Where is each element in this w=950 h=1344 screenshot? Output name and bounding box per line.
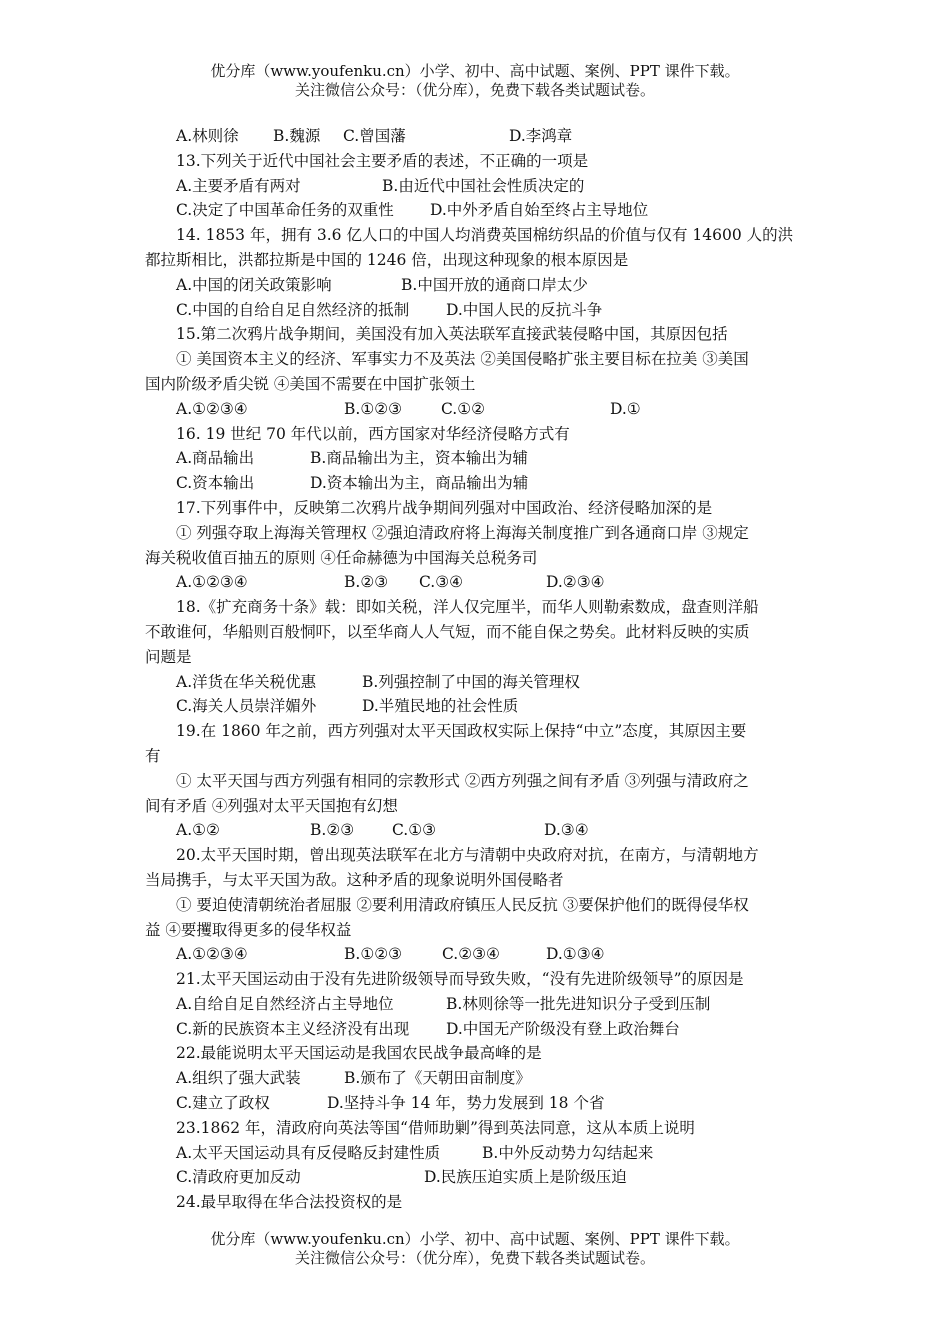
option-d: D.③④ xyxy=(544,821,589,840)
options-line xyxy=(145,471,810,496)
option-d: D.②③④ xyxy=(546,573,605,592)
options-line xyxy=(145,1091,810,1116)
option-c: C.①③ xyxy=(392,821,437,840)
options-line xyxy=(145,1165,810,1190)
question-stem: 21.太平天国运动由于没有先进阶级领导而导致失败，“没有先进阶级领导”的原因是 xyxy=(176,970,744,989)
options-line xyxy=(145,397,810,422)
statement-list: ① 太平天国与西方列强有相同的宗教形式 ②西方列强之间有矛盾 ③列强与清政府之 xyxy=(176,771,749,790)
options-line xyxy=(145,1017,810,1042)
options-line xyxy=(145,818,810,843)
question-stem: 14. 1853 年，拥有 3.6 亿人口的中国人均消费英国棉纺织品的价值与仅有 14600 人的洪 xyxy=(176,226,794,245)
options-line xyxy=(145,174,810,199)
option-a: A.①② xyxy=(176,821,220,840)
option-c: C.①② xyxy=(441,399,486,418)
option-a: A.①②③④ xyxy=(176,399,248,418)
option-c: C.②③④ xyxy=(442,945,500,964)
statement-list: ① 要迫使清朝统治者屈服 ②要利用清政府镇压人民反抗 ③要保护他们的既得侵华权 xyxy=(176,895,749,914)
question-stem-cont: 不敢谁何，华船则百般恫吓，以至华商人人气短，而不能自保之势矣。此材料反映的实质 xyxy=(145,622,750,641)
option-c: C.中国的自给自足自然经济的抵制 xyxy=(176,300,410,319)
option-a: A.商品输出 xyxy=(176,449,255,468)
option-c: C.新的民族资本主义经济没有出现 xyxy=(176,1019,410,1038)
options-line xyxy=(145,124,810,149)
option-b: B.中国开放的通商口岸太少 xyxy=(401,275,588,294)
option-b: B.①②③ xyxy=(344,399,403,418)
options-line xyxy=(145,1141,810,1166)
options-line xyxy=(145,670,810,695)
option-c: C.曾国藩 xyxy=(343,127,406,145)
option-b: B.魏源 xyxy=(273,127,321,145)
option-c: C.清政府更加反动 xyxy=(176,1168,301,1187)
option-c: C.资本输出 xyxy=(176,474,255,493)
footer-line-1: 优分库（www.youfenku.cn）小学、初中、高中试题、案例、PPT 课件下载。 xyxy=(210,1230,740,1248)
options-line xyxy=(145,1066,810,1091)
option-a: A.自给自足自然经济占主导地位 xyxy=(176,994,394,1013)
statement-list: ① 美国资本主义的经济、军事实力不及英法 ②美国侵略扩张主要目标在拉美 ③美国 xyxy=(176,350,749,369)
exam-body xyxy=(145,124,810,1215)
question-stem-cont: 问题是 xyxy=(145,647,192,666)
footer-line-2: 关注微信公众号：（优分库），免费下载各类试题试卷。 xyxy=(294,1249,655,1267)
option-d: D.李鸿章 xyxy=(509,127,573,145)
option-a: A.洋货在华关税优惠 xyxy=(176,672,317,691)
option-a: A.①②③④ xyxy=(176,945,248,964)
header-line-2: 关注微信公众号：（优分库），免费下载各类试题试卷。 xyxy=(294,81,655,99)
option-d: D.中外矛盾自始至终占主导地位 xyxy=(430,201,649,220)
option-a: A.组织了强大武装 xyxy=(176,1069,301,1088)
statement-list-cont: 间有矛盾 ④列强对太平天国抱有幻想 xyxy=(145,796,398,815)
option-a: A.太平天国运动具有反侵略反封建性质 xyxy=(176,1143,441,1162)
options-line xyxy=(145,273,810,298)
option-b: B.②③ xyxy=(344,573,389,592)
header-line-1: 优分库（www.youfenku.cn）小学、初中、高中试题、案例、PPT 课件下载。 xyxy=(210,62,740,80)
question-stem-cont: 当局携手，与太平天国为敌。这种矛盾的现象说明外国侵略者 xyxy=(145,870,564,889)
option-b: B.由近代中国社会性质决定的 xyxy=(382,176,585,195)
question-stem: 22.最能说明太平天国运动是我国农民战争最高峰的是 xyxy=(176,1044,542,1063)
option-a: A.中国的闭关政策影响 xyxy=(176,275,332,294)
statement-list: ① 列强夺取上海海关管理权 ②强迫清政府将上海海关制度推广到各通商口岸 ③规定 xyxy=(176,523,749,542)
question-stem-cont: 有 xyxy=(145,746,161,765)
question-stem: 15.第二次鸦片战争期间，美国没有加入英法联军直接武装侵略中国，其原因包括 xyxy=(176,325,728,344)
statement-list-cont: 海关税收值百抽五的原则 ④任命赫德为中国海关总税务司 xyxy=(145,548,538,567)
question-stem: 16. 19 世纪 70 年代以前，西方国家对华经济侵略方式有 xyxy=(176,424,570,443)
option-d: D.半殖民地的社会性质 xyxy=(362,697,519,716)
option-b: B.林则徐等一批先进知识分子受到压制 xyxy=(446,994,711,1013)
option-a: A.林则徐 xyxy=(176,127,239,145)
options-line xyxy=(145,694,810,719)
options-line xyxy=(145,942,810,967)
option-d: D.① xyxy=(610,399,641,418)
option-b: B.中外反动势力勾结起来 xyxy=(482,1143,654,1162)
question-stem: 18.《扩充商务十条》载：即如关税，洋人仅完厘半，而华人则勒索数成，盘查则洋船 xyxy=(176,598,759,617)
option-d: D.坚持斗争 14 年，势力发展到 18 个省 xyxy=(327,1094,605,1113)
question-stem: 17.下列事件中，反映第二次鸦片战争期间列强对中国政治、经济侵略加深的是 xyxy=(176,498,713,517)
statement-list-cont: 益 ④要攫取得更多的侵华权益 xyxy=(145,920,352,939)
statement-list-cont: 国内阶级矛盾尖锐 ④美国不需要在中国扩张领土 xyxy=(145,374,476,393)
option-d: D.中国无产阶级没有登上政治舞台 xyxy=(446,1019,680,1038)
question-stem: 24.最早取得在华合法投资权的是 xyxy=(176,1193,403,1212)
option-a: A.①②③④ xyxy=(176,573,248,592)
page-header xyxy=(0,62,950,100)
option-d: D.中国人民的反抗斗争 xyxy=(446,300,603,319)
option-c: C.海关人员崇洋媚外 xyxy=(176,697,317,716)
option-b: B.列强控制了中国的海关管理权 xyxy=(362,672,580,691)
options-line xyxy=(145,298,810,323)
option-d: D.①③④ xyxy=(546,945,605,964)
options-line xyxy=(145,992,810,1017)
options-line xyxy=(145,198,810,223)
option-a: A.主要矛盾有两对 xyxy=(176,176,301,195)
question-stem: 19.在 1860 年之前，西方列强对太平天国政权实际上保持“中立”态度，其原因主要 xyxy=(176,722,747,741)
option-b: B.颁布了《天朝田亩制度》 xyxy=(344,1069,531,1088)
question-stem: 13.下列关于近代中国社会主要矛盾的表述，不正确的一项是 xyxy=(176,151,589,170)
option-d: D.民族压迫实质上是阶级压迫 xyxy=(424,1168,627,1187)
option-c: C.决定了中国革命任务的双重性 xyxy=(176,201,394,220)
option-c: C.建立了政权 xyxy=(176,1094,270,1113)
option-b: B.②③ xyxy=(310,821,355,840)
question-stem: 23.1862 年，清政府向英法等国“借师助剿”得到英法同意，这从本质上说明 xyxy=(176,1118,695,1137)
option-b: B.①②③ xyxy=(344,945,403,964)
question-stem: 20.太平天国时期，曾出现英法联军在北方与清朝中央政府对抗，在南方，与清朝地方 xyxy=(176,846,759,865)
options-line xyxy=(145,446,810,471)
question-stem-cont: 都拉斯相比，洪都拉斯是中国的 1246 倍，出现这种现象的根本原因是 xyxy=(145,250,629,269)
options-line xyxy=(145,570,810,595)
page-footer xyxy=(0,1230,950,1268)
option-c: C.③④ xyxy=(419,573,464,592)
option-d: D.资本输出为主，商品输出为辅 xyxy=(310,474,529,493)
option-b: B.商品输出为主，资本输出为辅 xyxy=(310,449,528,468)
